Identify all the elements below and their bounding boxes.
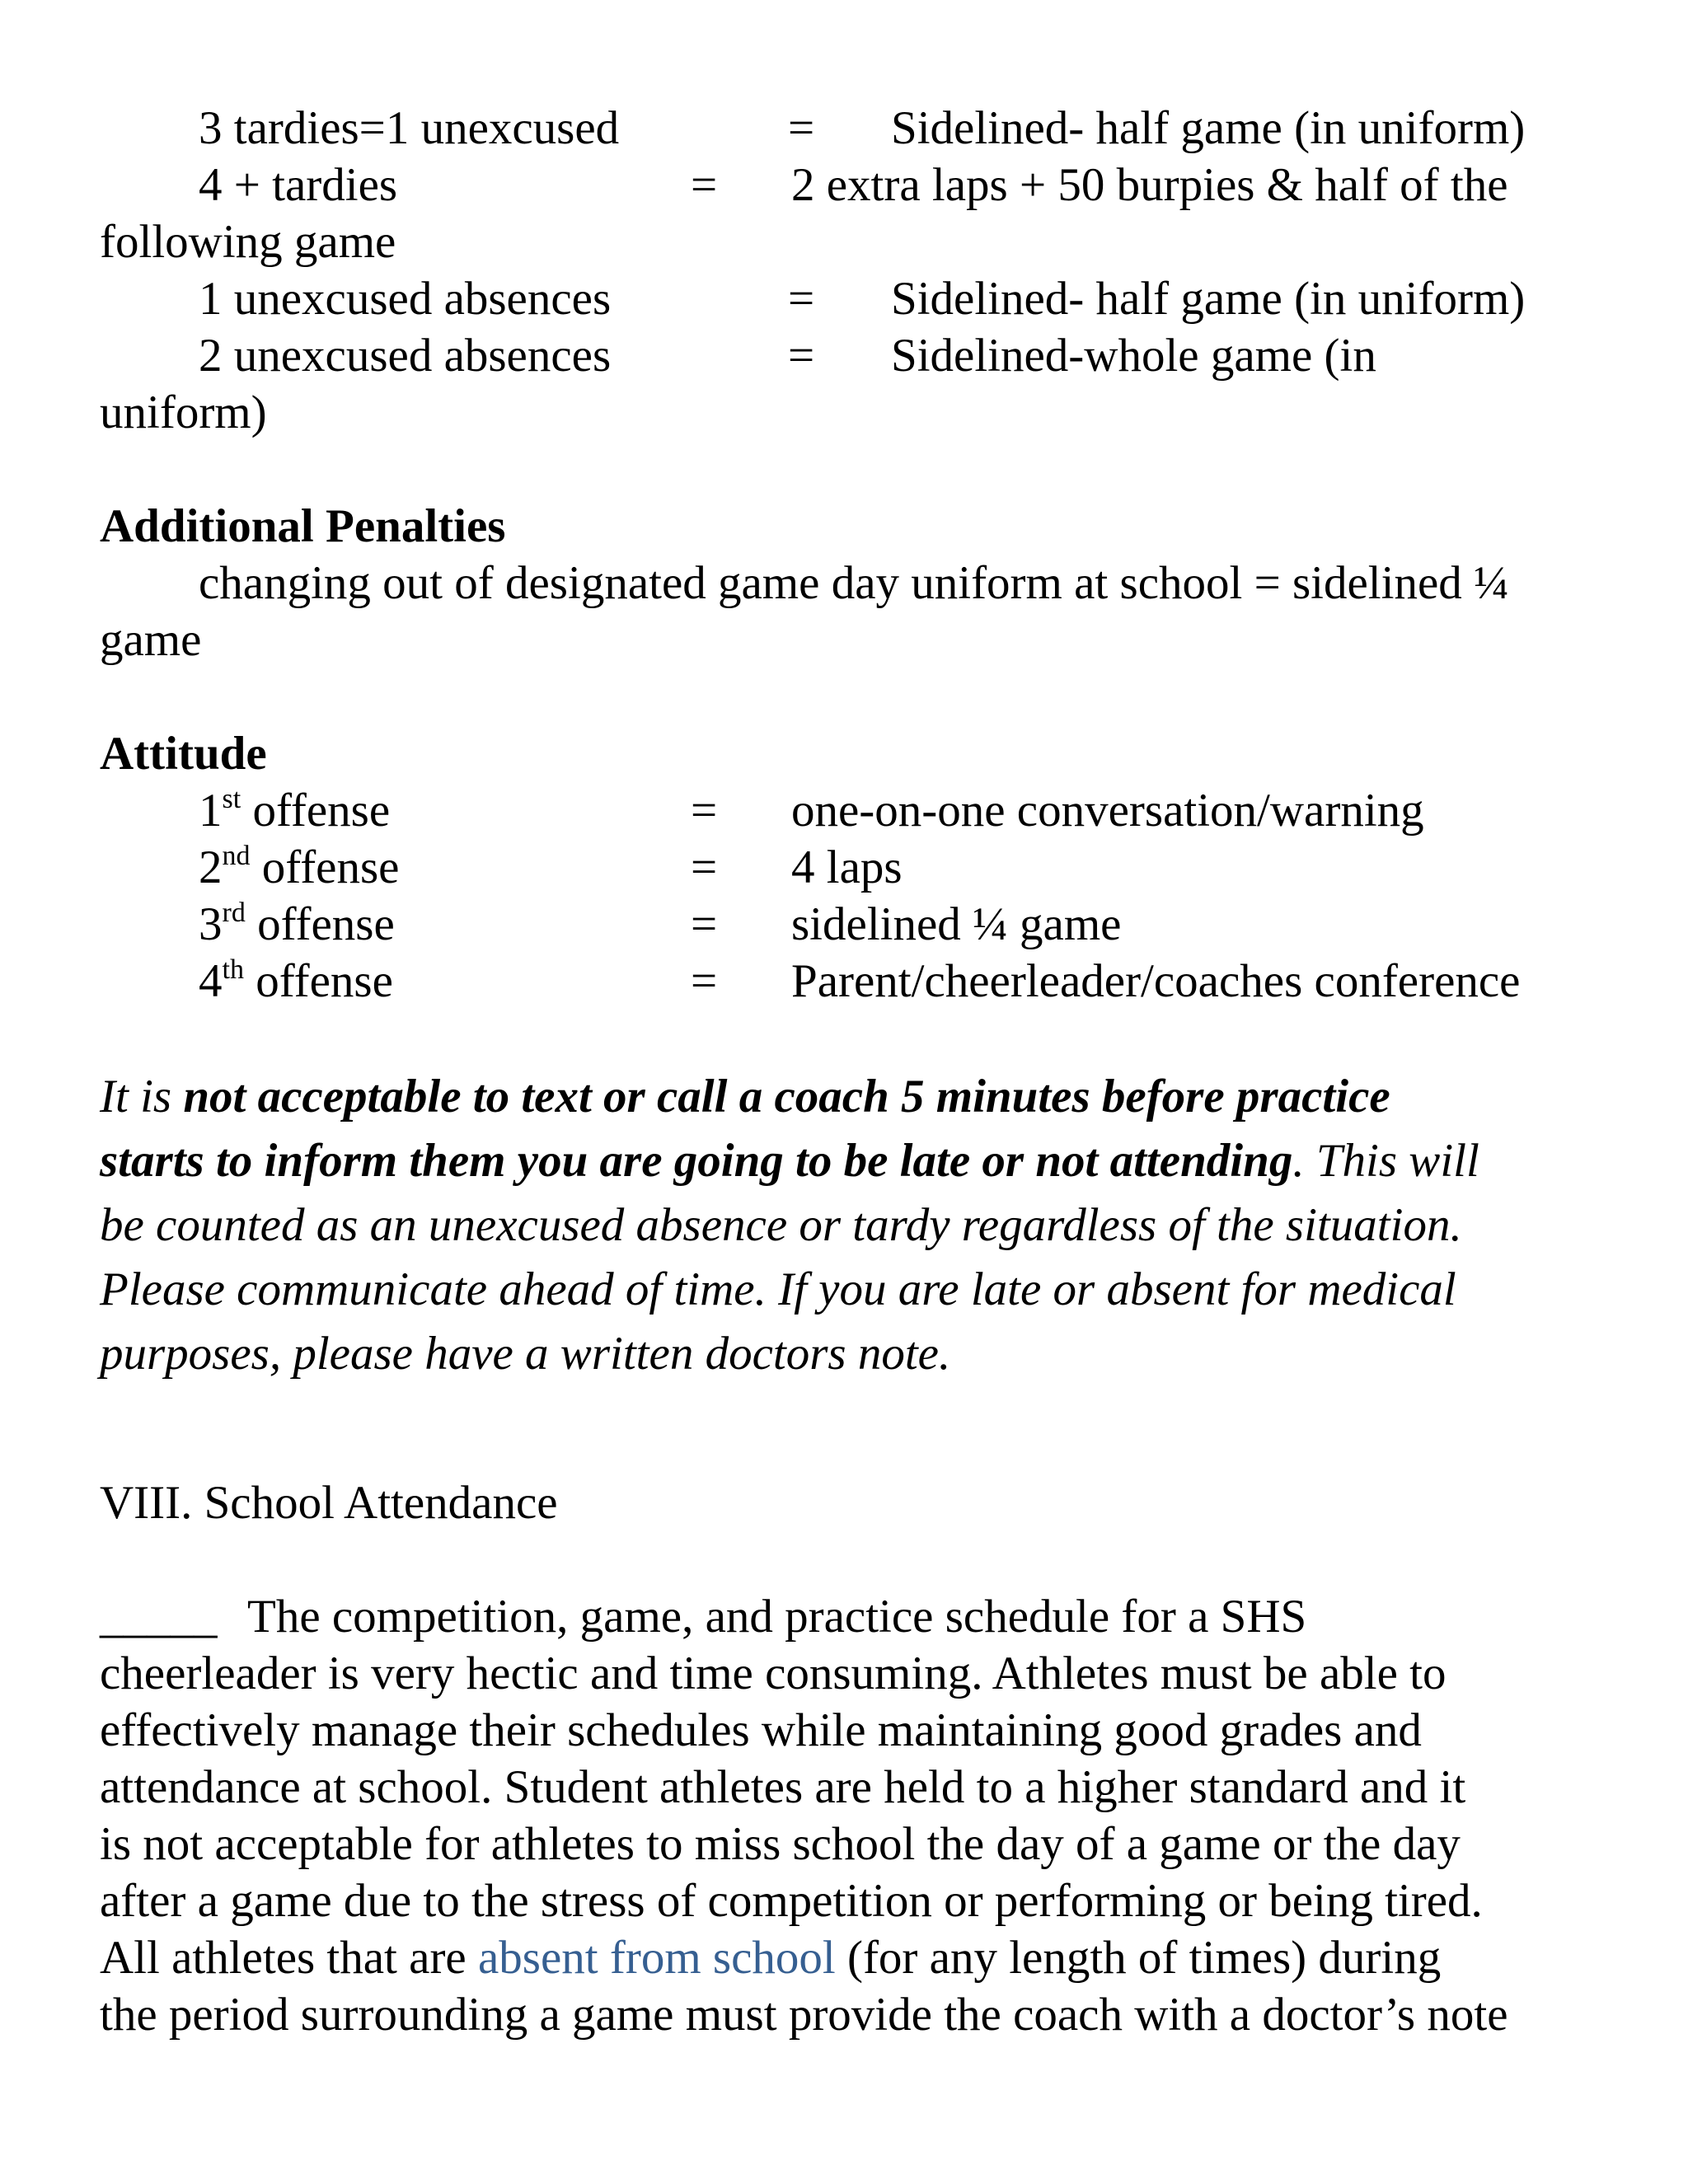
equals-sign: =: [691, 898, 718, 950]
equals-sign: =: [788, 102, 815, 154]
offense-word: offense: [256, 955, 393, 1007]
offense-number: 3: [199, 898, 223, 950]
offense-word: offense: [261, 841, 400, 893]
offense-number: 2: [199, 841, 223, 893]
rule-result-continued: following game: [100, 216, 396, 268]
penalty-text: changing out of designated game day uniform at school = sidelined ¼: [199, 557, 1509, 609]
rule-result: 2 extra laps + 50 burpies & half of the: [791, 159, 1508, 211]
section-heading: VIII. School Attendance: [100, 1477, 558, 1529]
attendance-text: [100, 1930, 1441, 1986]
attendance-text-segment: All athletes that are: [100, 1932, 478, 1984]
penalty-text-continued: game: [100, 614, 202, 666]
offense-number: 1: [199, 785, 223, 837]
offense-result: sidelined ¼ game: [791, 898, 1122, 950]
notice-line: be counted as an unexcused absence or tardy regardless of the situation.: [100, 1199, 1462, 1251]
equals-sign: =: [691, 841, 718, 893]
rule-label: 1 unexcused absences: [199, 273, 612, 325]
rule-label: 3 tardies=1 unexcused: [199, 102, 620, 154]
rule-result: Sidelined- half game (in uniform): [891, 273, 1526, 325]
additional-penalties-heading: Additional Penalties: [100, 500, 506, 552]
ordinal-suffix: th: [222, 954, 244, 985]
rule-result: Sidelined-whole game (in: [891, 330, 1376, 382]
equals-sign: =: [788, 330, 815, 382]
ordinal-suffix: nd: [222, 841, 251, 871]
offense-label: [199, 954, 393, 1010]
offense-word: offense: [257, 898, 395, 950]
initial-blank: _____: [100, 1591, 218, 1643]
offense-label: [199, 783, 390, 839]
equals-sign: =: [691, 159, 718, 211]
offense-word: offense: [252, 785, 391, 837]
rule-label: 2 unexcused absences: [199, 330, 612, 382]
notice-line: Please communicate ahead of time. If you are late or absent for medical: [100, 1263, 1456, 1315]
offense-label: [199, 897, 395, 953]
attendance-text-segment: (for any length of times) during: [835, 1932, 1442, 1984]
notice-line: [100, 1129, 1479, 1193]
equals-sign: =: [788, 273, 815, 325]
notice-line: purposes, please have a written doctors note.: [100, 1328, 951, 1380]
rule-result-continued: uniform): [100, 387, 267, 438]
rule-result: Sidelined- half game (in uniform): [891, 102, 1526, 154]
ordinal-suffix: rd: [222, 898, 246, 928]
attendance-text: effectively manage their schedules while maintaining good grades and: [100, 1704, 1422, 1756]
equals-sign: =: [691, 955, 718, 1007]
rule-label: 4 + tardies: [199, 159, 398, 211]
attendance-text: is not acceptable for athletes to miss school the day of a game or the day: [100, 1818, 1461, 1870]
offense-result: one-on-one conversation/warning: [791, 785, 1424, 837]
attendance-text: The competition, game, and practice schedule for a SHS: [247, 1591, 1307, 1643]
attendance-text: after a game due to the stress of competition or performing or being tired.: [100, 1875, 1483, 1927]
offense-number: 4: [199, 955, 223, 1007]
notice-text: . This will: [1292, 1135, 1479, 1187]
notice-bold-text: not acceptable to text or call a coach 5 minutes before practice: [183, 1071, 1390, 1122]
attendance-text: attendance at school. Student athletes are held to a higher standard and it: [100, 1761, 1466, 1813]
ordinal-suffix: st: [222, 784, 241, 814]
notice-line: [100, 1065, 1479, 1129]
offense-label: [199, 840, 399, 896]
attendance-text: the period surrounding a game must provide the coach with a doctor’s note: [100, 1989, 1508, 2041]
attendance-text: cheerleader is very hectic and time consuming. Athletes must be able to: [100, 1647, 1447, 1699]
notice-bold-text: starts to inform them you are going to be late or not attending: [100, 1135, 1293, 1187]
notice-text: It is: [100, 1071, 184, 1122]
notice-paragraph: [100, 1065, 1479, 1386]
offense-result: Parent/cheerleader/coaches conference: [791, 955, 1521, 1007]
equals-sign: =: [691, 785, 718, 837]
offense-result: 4 laps: [791, 841, 903, 893]
attitude-heading: Attitude: [100, 728, 267, 780]
absent-from-school-link[interactable]: absent from school: [477, 1932, 836, 1984]
